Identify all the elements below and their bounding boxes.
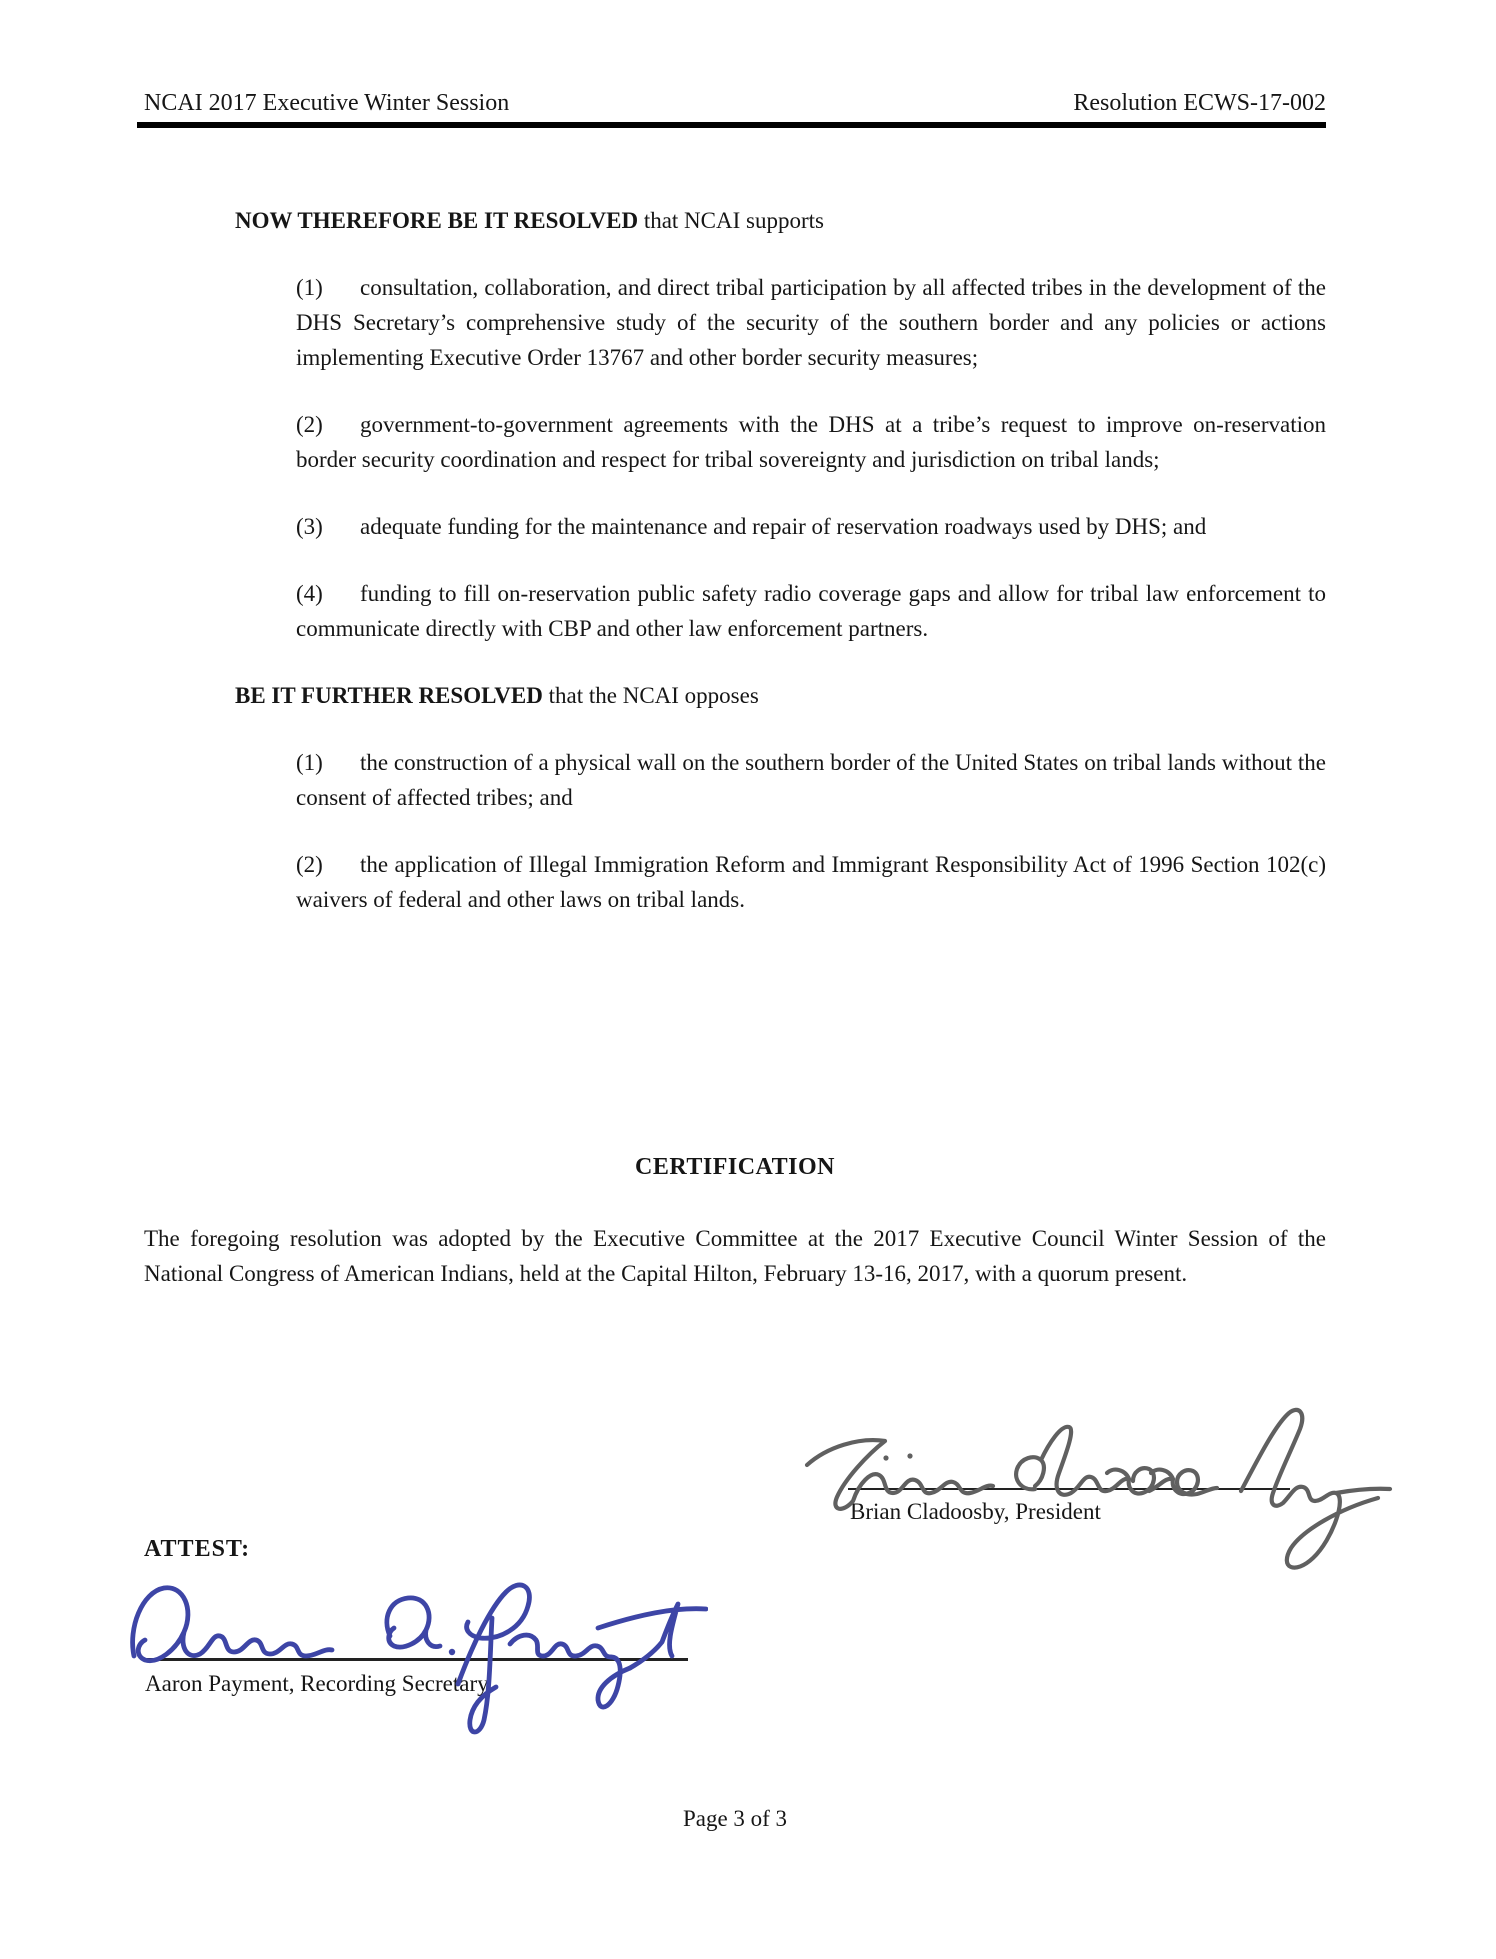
- certification-paragraph: The foregoing resolution was adopted by the Executive Committee at the 2017 Executive Council Winter Session of the National Congress of American Indians, held at the Capital Hilton, February 13-16, 2017, with a quorum present.: [144, 1226, 1326, 1286]
- item-number: (4): [296, 581, 323, 606]
- signature-stroke: [598, 1657, 630, 1707]
- item-number: (1): [296, 275, 323, 300]
- signature-stroke: [1016, 1427, 1217, 1495]
- list-item: [296, 509, 1326, 544]
- president-signature-line: [848, 1488, 1290, 1490]
- secretary-signature-label: Aaron Payment, Recording Secretary: [145, 1671, 489, 1696]
- header-resolution-number: Resolution ECWS-17-002: [1073, 90, 1326, 116]
- signature-stroke: [510, 1635, 611, 1657]
- opposes-clause-rest: that the NCAI opposes: [542, 683, 759, 708]
- item-text: government-to-government agreements with the DHS at a tribe’s request to improve on-reservation border security coordination and respect for tribal sovereignty and jurisdiction on tribal lands;: [296, 412, 1326, 472]
- list-item: [296, 270, 1326, 375]
- item-number: (2): [296, 412, 323, 437]
- item-text: adequate funding for the maintenance and repair of reservation roadways used by DHS; and: [360, 514, 1207, 539]
- item-text: consultation, collaboration, and direct tribal participation by all affected tribes in the development of the DHS Secretary’s comprehensive study of the security of the southern border and any policies or actions implementing Executive Order 13767 and other border security measures;: [296, 275, 1326, 370]
- supports-clause: [235, 203, 1326, 238]
- signature-dot: [907, 1453, 912, 1458]
- item-number: (3): [296, 514, 323, 539]
- page-number: Page 3 of 3: [682, 1806, 788, 1831]
- signature-dot: [883, 1455, 888, 1460]
- header-session-title: NCAI 2017 Executive Winter Session: [144, 90, 510, 116]
- resolution-body: [144, 203, 1326, 949]
- signature-dot: [449, 1649, 455, 1655]
- opposes-clause-bold: BE IT FURTHER RESOLVED: [235, 683, 543, 708]
- list-item: [296, 407, 1326, 477]
- opposes-clause: [235, 678, 1326, 713]
- item-number: (2): [296, 852, 323, 877]
- certification-heading: CERTIFICATION: [635, 1154, 835, 1180]
- item-number: (1): [296, 750, 323, 775]
- attest-label: ATTEST:: [144, 1536, 251, 1562]
- signature-stroke: [133, 1588, 332, 1661]
- signature-stroke: [387, 1598, 440, 1647]
- item-text: funding to fill on-reservation public safety radio coverage gaps and allow for tribal law enforcement to communicate directly with CBP and other law enforcement partners.: [296, 581, 1326, 641]
- item-text: the construction of a physical wall on the southern border of the United States on tribal lands without the consent of affected tribes; and: [296, 750, 1326, 810]
- list-item: [296, 745, 1326, 815]
- list-item: [296, 576, 1326, 646]
- item-text: the application of Illegal Immigration Reform and Immigrant Responsibility Act of 1996 Section 102(c) waivers of federal and other laws on tribal lands.: [296, 852, 1326, 912]
- president-signature-label: Brian Cladoosby, President: [850, 1499, 1101, 1524]
- list-item: [296, 847, 1326, 917]
- supports-clause-bold: NOW THEREFORE BE IT RESOLVED: [235, 208, 639, 233]
- supports-clause-rest: that NCAI supports: [638, 208, 824, 233]
- header-rule: [137, 122, 1326, 128]
- secretary-signature-line: [143, 1658, 688, 1661]
